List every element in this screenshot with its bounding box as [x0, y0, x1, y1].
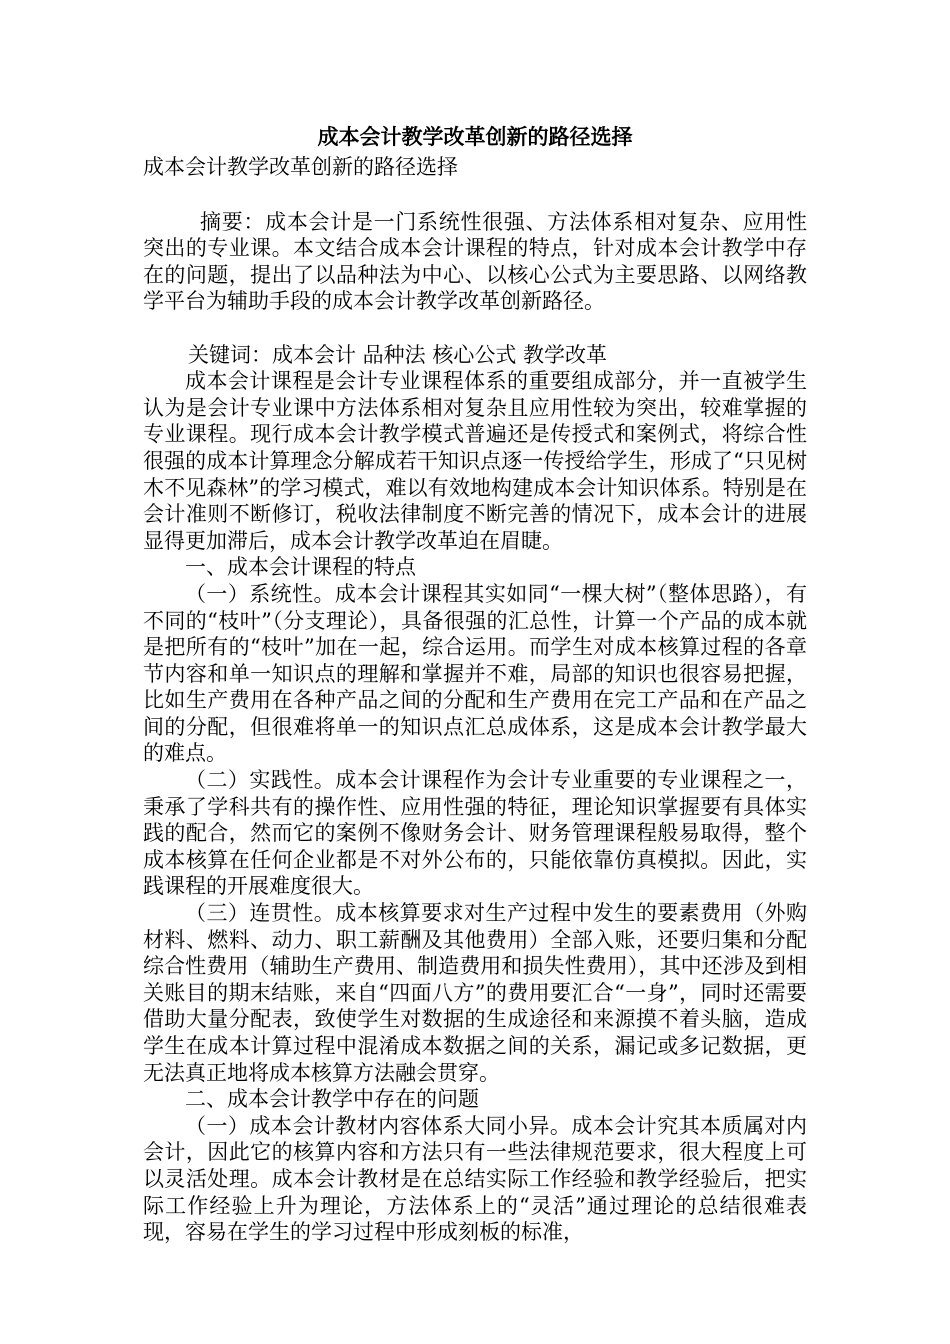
intro-paragraph: 成本会计课程是会计专业课程体系的重要组成部分，并一直被学生认为是会计专业课中方法体系相对复杂且应用性较为突出，较难掌握的专业课程。现行成本会计教学模式普遍还是传授式和案例式，将综合性很强的成本计算理念分解成若干知识点逐一传授给学生，形成了“只见树木不见森林”的学习模式，难以有效地构建成本会计知识体系。特别是在会计准则不断修订，税收法律制度不断完善的情况下，成本会计的进展显得更加滞后，成本会计教学改革迫在眉睫。 [143, 369, 807, 553]
document-title: 成本会计教学改革创新的路径选择 [317, 124, 633, 149]
blank-line [143, 315, 807, 342]
document-subtitle: 成本会计教学改革创新的路径选择 [143, 155, 458, 179]
abstract-paragraph: 摘要：成本会计是一门系统性很强、方法体系相对复杂、应用性突出的专业课。本文结合成本会计课程的特点，针对成本会计教学中存在的问题，提出了以品种法为中心、以核心公式为主要思路、以网络教学平台为辅助手段的成本会计教学改革创新路径。 [143, 209, 807, 314]
blank-line [143, 182, 807, 209]
body-paragraph: （二）实践性。成本会计课程作为会计专业重要的专业课程之一，秉承了学科共有的操作性、应用性强的特征，理论知识掌握要有具体实践的配合，然而它的案例不像财务会计、财务管理课程般易取得，整个成本核算在任何企业都是不对外公布的，只能依靠仿真模拟。因此，实践课程的开展难度很大。 [143, 768, 807, 899]
section-heading: 一、成本会计课程的特点 [185, 555, 416, 580]
keywords-line: 关键词：成本会计 品种法 核心公式 教学改革 [188, 342, 608, 367]
document-body [143, 122, 807, 1246]
section-heading: 二、成本会计教学中存在的问题 [185, 1087, 479, 1112]
body-paragraph: （一）系统性。成本会计课程其实如同“一棵大树”（整体思路），有不同的“枝叶”（分支理论），具备很强的汇总性，计算一个产品的成本就是把所有的“枝叶”加在一起，综合运用。而学生对成本核算过程的各章节内容和单一知识点的理解和掌握并不难，局部的知识也很容易把握，比如生产费用在各种产品之间的分配和生产费用在完工产品和在产品之间的分配，但很难将单一的知识点汇总成体系，这是成本会计教学最大的难点。 [143, 581, 807, 766]
body-paragraph: （三）连贯性。成本核算要求对生产过程中发生的要素费用（外购材料、燃料、动力、职工薪酬及其他费用）全部入账，还要归集和分配综合性费用（辅助生产费用、制造费用和损失性费用），其中还涉及到相关账目的期末结账，来自“四面八方”的费用要汇合“一身”，同时还需要借助大量分配表，致使学生对数据的生成途径和来源摸不着头脑，造成学生在成本计算过程中混淆成本数据之间的关系，漏记或多记数据，更无法真正地将成本核算方法融会贯穿。 [143, 901, 807, 1085]
body-paragraph: （一）成本会计教材内容体系大同小异。成本会计究其本质属对内会计，因此它的核算内容和方法只有一些法律规范要求，很大程度上可以灵活处理。成本会计教材是在总结实际工作经验和教学经验后，把实际工作经验上升为理论，方法体系上的“灵活”通过理论的总结很难表现，容易在学生的学习过程中形成刻板的标准， [143, 1113, 807, 1245]
